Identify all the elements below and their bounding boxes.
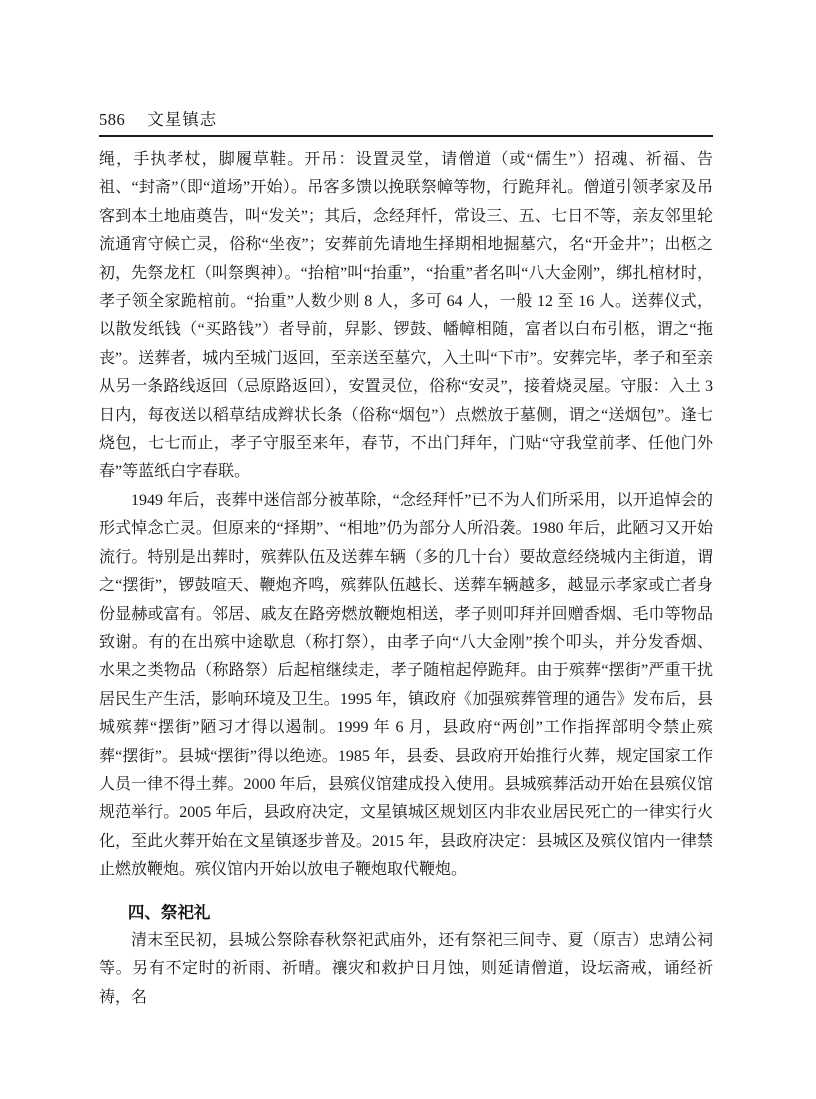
- page-header: [99, 110, 713, 137]
- book-title: 文星镇志: [147, 110, 218, 129]
- section-heading-sacrificial-rites: 四、祭祀礼: [127, 903, 211, 922]
- paragraph-funeral-reform-history: 1949 年后，丧葬中迷信部分被革除，“念经拜忏”已不为人们所采用，以开追悼会的形式悼念亡灵。但原来的“择期”、“相地”仍为部分人所沿袭。1980 年后，此陋习又开始流行。特别是出葬时，殡葬队伍及送葬车辆（多的几十台）要故意经绕城内主街道，谓之“摆街”，锣鼓喧天、鞭炮齐鸣，殡葬队伍越长、送葬车辆越多，越显示孝家或亡者身份显赫或富有。邻居、戚友在路旁燃放鞭炮相送，孝子则叩拜并回赠香烟、毛巾等物品致谢。有的在出殡中途歇息（称打祭），由孝子向“八大金刚”挨个叩头，并分发香烟、水果之类物品（称路祭）后起棺继续走，孝子随棺起停跪拜。由于殡葬“摆街”严重干扰居民生产生活，影响环境及卫生。1995 年，镇政府《加强殡葬管理的通告》发布后，县城殡葬“摆街”陋习才得以遏制。1999 年 6 月，县政府“两创”工作指挥部明令禁止殡葬“摆街”。县城“摆街”得以绝迹。1985 年，县委、县政府开始推行火葬，规定国家工作人员一律不得土葬。2000 年后，县殡仪馆建成投入使用。县城殡葬活动开始在县殡仪馆规范举行。2005 年后，县政府决定，文星镇城区规划区内非农业居民死亡的一律实行火化，至此火葬开始在文星镇逐步普及。2015 年，县政府决定：县城区及殡仪馆内一律禁止燃放鞭炮。殡仪馆内开始以放电子鞭炮取代鞭炮。: [99, 491, 713, 879]
- paragraph-funeral-customs: 绳，手执孝杖，脚履草鞋。开吊：设置灵堂，请僧道（或“儒生”）招魂、祈福、告祖、“封斋”（即“道场”开始）。吊客多馈以挽联祭幛等物，行跪拜礼。僧道引领孝家及吊客到本土地庙奠告，叫“发关”；其后，念经拜忏，常设三、五、七日不等，亲友邻里轮流通宵守候亡灵，俗称“坐夜”；安葬前先请地生择期相地掘墓穴，名“开金井”；出柩之初，先祭龙杠（叫祭舆神）。“抬棺”叫“抬重”，“抬重”者名叫“八大金刚”，绑扎棺材时，孝子领全家跪棺前。“抬重”人数少则 8 人，多可 64 人，一般 12 至 16 人。送葬仪式，以散发纸钱（“买路钱”）者导前，舁影、锣鼓、幡幛相随，富者以白布引柩，谓之“拖丧”。送葬者，城内至城门返回，至亲送至墓穴，入土叫“下市”。安葬完毕，孝子和至亲从另一条路线返回（忌原路返回），安置灵位，俗称“安灵”，接着烧灵屋。守服：入土 3 日内，每夜送以稻草结成辫状长条（俗称“烟包”）点燃放于墓侧，谓之“送烟包”。逢七烧包，七七而止，孝子守服至来年，春节，不出门拜年，门贴“守我堂前孝、任他门外春”等蓝纸白字春联。: [99, 151, 713, 481]
- page-number: 586: [99, 110, 126, 129]
- paragraph-sacrificial-rites: 清末至民初，县城公祭除春秋祭祀武庙外，还有祭祀三间寺、夏（原吉）忠靖公祠等。另有不定时的祈雨、祈晴。禳灾和救护日月蚀，则延请僧道，设坛斋戒，诵经祈祷，名: [99, 931, 713, 1006]
- page-body: [99, 146, 713, 1012]
